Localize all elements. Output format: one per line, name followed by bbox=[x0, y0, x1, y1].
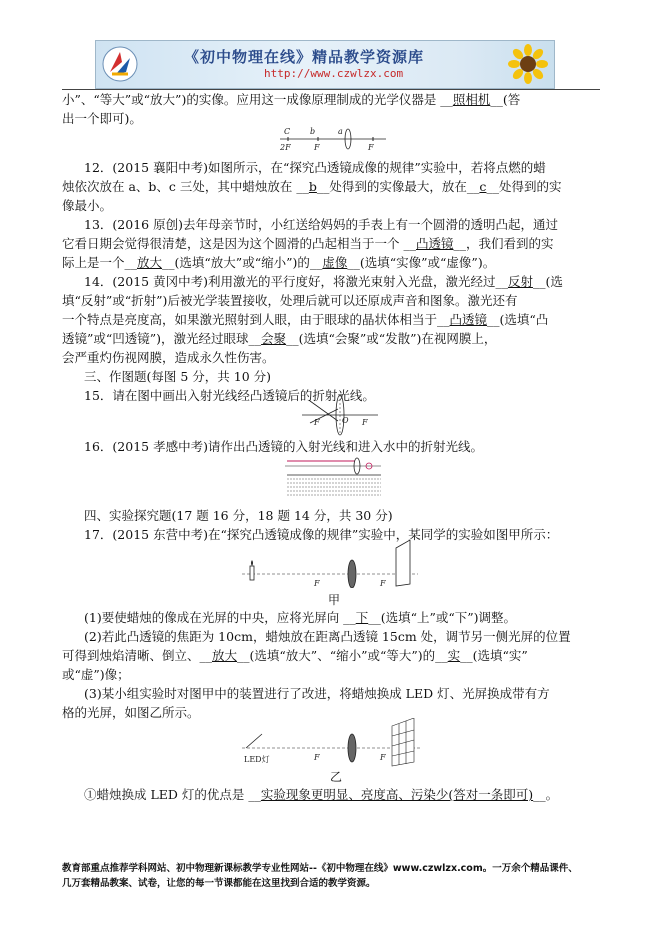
answer: 照相机 bbox=[452, 92, 491, 107]
figure-caption-yi: 乙 bbox=[330, 770, 343, 784]
footer-line: 几万套精品教案、试卷，让您的每一节课都能在这里找到合适的教学资源。 bbox=[62, 878, 376, 889]
fig-label: a bbox=[338, 127, 343, 136]
text-line: 小”、“等大”或“放大”)的实像。应用这一成像原理制成的光学仪器是 __照相机__(答 bbox=[62, 92, 521, 107]
fig-label: 2F bbox=[280, 143, 291, 152]
fig-label: F bbox=[380, 579, 386, 588]
question-13: 13．(2016 原创)去年母亲节时，小红送给妈妈的手表上有一个圆滑的透明凸起，通过 bbox=[84, 217, 558, 232]
answer: 反射 bbox=[507, 274, 533, 289]
text-line: (2)若此凸透镜的焦距为 10cm，蜡烛放在距离凸透镜 15cm 处，调节另一侧光屏的位置 bbox=[84, 629, 571, 644]
answer: 实 bbox=[447, 648, 461, 663]
text-line: (3)某小组实验时对图甲中的装置进行了改进，将蜡烛换成 LED 灯、光屏换成带有方 bbox=[84, 686, 550, 701]
answer: 凸透镜 bbox=[415, 236, 454, 251]
fig-label: F bbox=[314, 579, 320, 588]
text-line: 会严重灼伤视网膜，造成永久性伤害。 bbox=[62, 350, 275, 365]
fig-label: O bbox=[342, 416, 349, 425]
banner-url[interactable]: http://www.czwlzx.com bbox=[264, 67, 404, 80]
text-line: (1)要使蜡烛的像成在光屏的中央，应将光屏向 __下__(选填“上”或“下”)调整。 bbox=[84, 610, 517, 625]
answer: c bbox=[479, 179, 487, 194]
text-line: ①蜡烛换成 LED 灯的优点是 __实验现象更明显、亮度高、污染少(答对一条即可)__。 bbox=[84, 787, 559, 802]
fig-label: F bbox=[314, 753, 320, 762]
text-line: 烛依次放在 a、b、c 三处，其中蜡烛放在 __b__处得到的实像最大，放在__c__处得到的实 bbox=[62, 179, 562, 194]
question-17: 17．(2015 东营中考)在“探究凸透镜成像的规律”实验中，某同学的实验如图甲所示： bbox=[84, 527, 559, 542]
answer: b bbox=[308, 179, 317, 194]
answer: 放大 bbox=[137, 255, 163, 270]
figure-q16 bbox=[283, 457, 383, 499]
fig-label: F bbox=[380, 753, 386, 762]
answer: 会聚 bbox=[261, 331, 287, 346]
answer: 虚像 bbox=[322, 255, 348, 270]
text-line: 像最小。 bbox=[62, 198, 113, 213]
fig-label: F bbox=[314, 418, 320, 427]
answer: 下 bbox=[355, 610, 369, 625]
header-banner bbox=[95, 40, 555, 89]
fig-label: F bbox=[362, 418, 368, 427]
text-line: 填“反射”或“折射”)后被光学装置接收，处理后就可以还原成声音和图象。激光还有 bbox=[62, 293, 518, 308]
answer: 放大 bbox=[212, 648, 238, 663]
text-line: 可得到烛焰清晰、倒立、__放大__(选填“放大”、“缩小”或“等大”)的__实__(选填“实” bbox=[62, 648, 528, 663]
fig-label: b bbox=[310, 127, 316, 136]
fig-label: F bbox=[314, 143, 320, 152]
text-line: 际上是一个__放大__(选填“放大”或“缩小”)的__虚像__(选填“实像”或“虚像”)。 bbox=[62, 255, 496, 270]
figure-yi bbox=[240, 718, 422, 768]
figure-jia bbox=[240, 540, 420, 588]
figure-caption-jia: 甲 bbox=[328, 593, 341, 607]
footer-line: 教育部重点推荐学科网站、初中物理新课标教学专业性网站--《初中物理在线》www.czwlzx.com。一万余个精品课件、 bbox=[62, 863, 578, 874]
question-14: 14．(2015 黄冈中考)利用激光的平行度好，将激光束射入光盘，激光经过__反射__(选 bbox=[84, 274, 563, 289]
question-12: 12．(2015 襄阳中考)如图所示，在“探究凸透镜成像的规律”实验中，若将点燃的蜡 bbox=[84, 160, 546, 175]
answer: 凸透镜 bbox=[449, 312, 488, 327]
fig-label: F bbox=[368, 143, 374, 152]
text-line: 透镜”或“凹透镜”)，激光经过眼球__会聚__(选填“会聚”或“发散”)在视网膜上， bbox=[62, 331, 497, 346]
figure-lens-positions bbox=[278, 126, 388, 152]
text-line: 它看日期会觉得很清楚，这是因为这个圆滑的凸起相当于一个 __凸透镜__，我们看到的实 bbox=[62, 236, 554, 251]
fig-label: LED灯 bbox=[244, 755, 270, 764]
question-15: 15．请在图中画出入射光线经凸透镜后的折射光线。 bbox=[84, 388, 375, 403]
figure-q15 bbox=[300, 391, 380, 439]
section-heading: 三、作图题(每图 5 分，共 10 分) bbox=[84, 369, 272, 384]
site-logo-icon bbox=[102, 46, 138, 82]
question-16: 16．(2015 孝感中考)请作出凸透镜的入射光线和进入水中的折射光线。 bbox=[84, 439, 483, 454]
banner-title: 《初中物理在线》精品教学资源库 bbox=[184, 48, 425, 66]
text-line: 一个特点是亮度高，如果激光照射到人眼，由于眼球的晶状体相当于__凸透镜__(选填“凸 bbox=[62, 312, 549, 327]
section-heading: 四、实验探究题(17 题 16 分，18 题 14 分，共 30 分) bbox=[84, 508, 393, 523]
text-line: 出一个即可)。 bbox=[62, 111, 142, 126]
text-line: 格的光屏，如图乙所示。 bbox=[62, 705, 200, 720]
fig-label: C bbox=[284, 127, 291, 136]
text-line: 或“虚”)像； bbox=[62, 667, 130, 682]
answer: 实验现象更明显、亮度高、污染少(答对一条即可) bbox=[260, 787, 534, 802]
sunflower-icon bbox=[508, 44, 548, 84]
